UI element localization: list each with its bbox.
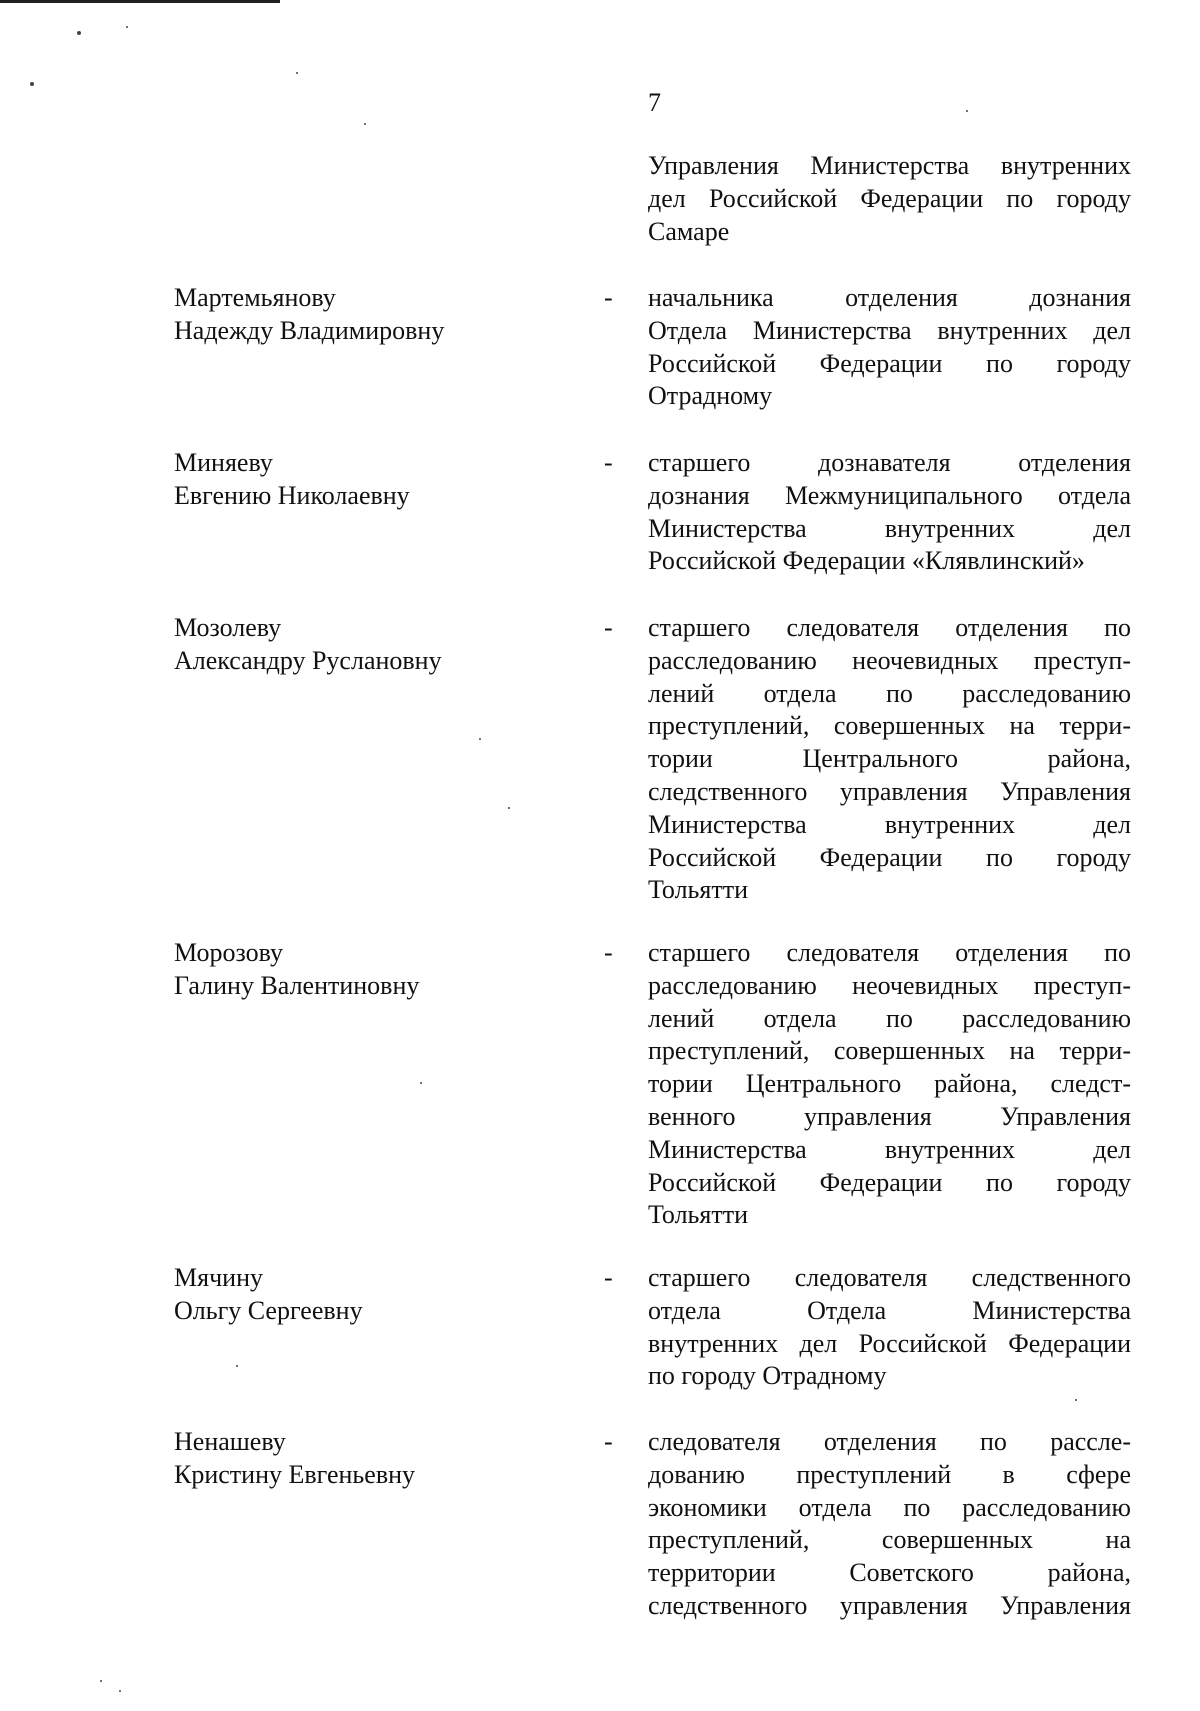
text-line: следователя отделения по рассле- [648, 1427, 1131, 1456]
continuation-text [648, 150, 1131, 248]
text-line: Тольятти [648, 875, 749, 905]
scan-speck [420, 1082, 422, 1084]
text-line: лений отдела по расследованию [648, 678, 1131, 708]
text-line: венного управления Управления [648, 1101, 1131, 1131]
scan-speck [364, 123, 366, 125]
dash-separator: - [604, 1263, 613, 1292]
text-line: лений отдела по расследованию [648, 1003, 1131, 1033]
text-line: Министерства внутренних дел [648, 809, 1131, 839]
text-line: дознания Межмуниципального отдела [648, 480, 1131, 510]
text-line: Министерства внутренних дел [648, 1134, 1131, 1164]
text-line: старшего следователя отделения по [648, 938, 1131, 967]
person-surname: Мозолеву [174, 613, 282, 642]
text-line: преступлений, совершенных на терри- [648, 1036, 1131, 1066]
person-given-names: Евгению Николаевну [174, 480, 410, 510]
text-line: Российской Федерации «Клявлинский» [648, 546, 1085, 576]
text-line: Управления Министерства внутренних [648, 151, 1131, 180]
text-line: старшего следователя следственного [648, 1263, 1131, 1292]
position-description [648, 1426, 1131, 1623]
person-name [174, 937, 554, 1003]
person-given-names: Кристину Евгеньевну [174, 1459, 416, 1489]
person-name [174, 447, 554, 513]
person-name [174, 1262, 554, 1328]
text-line: внутренних дел Российской Федерации [648, 1328, 1131, 1358]
scan-speck [296, 72, 298, 74]
page-number: 7 [648, 88, 661, 117]
position-description [648, 937, 1131, 1232]
text-line: Российской Федерации по городу [648, 1167, 1131, 1197]
person-given-names: Александру Руслановну [174, 645, 442, 675]
text-line: Министерства внутренних дел [648, 513, 1131, 543]
scan-speck [30, 82, 34, 86]
text-line: преступлений, совершенных на [648, 1525, 1131, 1555]
text-line: расследованию неочевидных преступ- [648, 970, 1131, 1000]
text-line: тории Центрального района, [648, 744, 1131, 774]
text-line: Отрадному [648, 381, 773, 411]
person-name [174, 1426, 554, 1492]
dash-separator: - [604, 1427, 613, 1456]
scan-speck [100, 1680, 102, 1682]
person-surname: Морозову [174, 938, 283, 967]
text-line: старшего следователя отделения по [648, 613, 1131, 642]
position-description [648, 612, 1131, 907]
scan-speck [508, 807, 510, 809]
dash-separator: - [604, 448, 613, 477]
scan-speck [119, 1690, 121, 1692]
scan-speck [966, 110, 968, 112]
text-line: экономики отдела по расследованию [648, 1492, 1131, 1522]
dash-separator: - [604, 283, 613, 312]
text-line: Российской Федерации по городу [648, 348, 1131, 378]
person-given-names: Ольгу Сергеевну [174, 1295, 363, 1325]
dash-separator: - [604, 613, 613, 642]
scan-speck [1075, 1399, 1077, 1401]
text-line: Российской Федерации по городу [648, 842, 1131, 872]
text-line: Тольятти [648, 1200, 749, 1230]
text-line: территории Советского района, [648, 1558, 1131, 1588]
text-line: расследованию неочевидных преступ- [648, 645, 1131, 675]
dash-separator: - [604, 938, 613, 967]
scan-edge-line [0, 0, 280, 3]
text-line: преступлений, совершенных на терри- [648, 711, 1131, 741]
text-line: начальника отделения дознания [648, 283, 1131, 312]
person-surname: Миняеву [174, 448, 273, 477]
person-given-names: Галину Валентиновну [174, 970, 420, 1000]
text-line: дованию преступлений в сфере [648, 1459, 1131, 1489]
scan-speck [77, 31, 81, 35]
text-line: следственного управления Управления [648, 1590, 1131, 1620]
person-surname: Мячину [174, 1263, 263, 1292]
text-line: Самаре [648, 216, 730, 246]
text-line: Отдела Министерства внутренних дел [648, 315, 1131, 345]
scan-speck [126, 26, 128, 28]
text-line: следственного управления Управления [648, 776, 1131, 806]
position-description [648, 1262, 1131, 1393]
text-line: тории Центрального района, следст- [648, 1069, 1131, 1099]
text-line: по городу Отрадному [648, 1361, 887, 1391]
person-surname: Ненашеву [174, 1427, 286, 1456]
person-name [174, 612, 554, 678]
person-surname: Мартемьянову [174, 283, 336, 312]
scan-speck [479, 738, 481, 740]
person-given-names: Надежду Владимировну [174, 315, 445, 345]
text-line: отдела Отдела Министерства [648, 1295, 1131, 1325]
person-name [174, 282, 554, 348]
position-description [648, 282, 1131, 413]
position-description [648, 447, 1131, 578]
text-line: дел Российской Федерации по городу [648, 183, 1131, 213]
text-line: старшего дознавателя отделения [648, 448, 1131, 477]
scan-speck [236, 1365, 238, 1367]
